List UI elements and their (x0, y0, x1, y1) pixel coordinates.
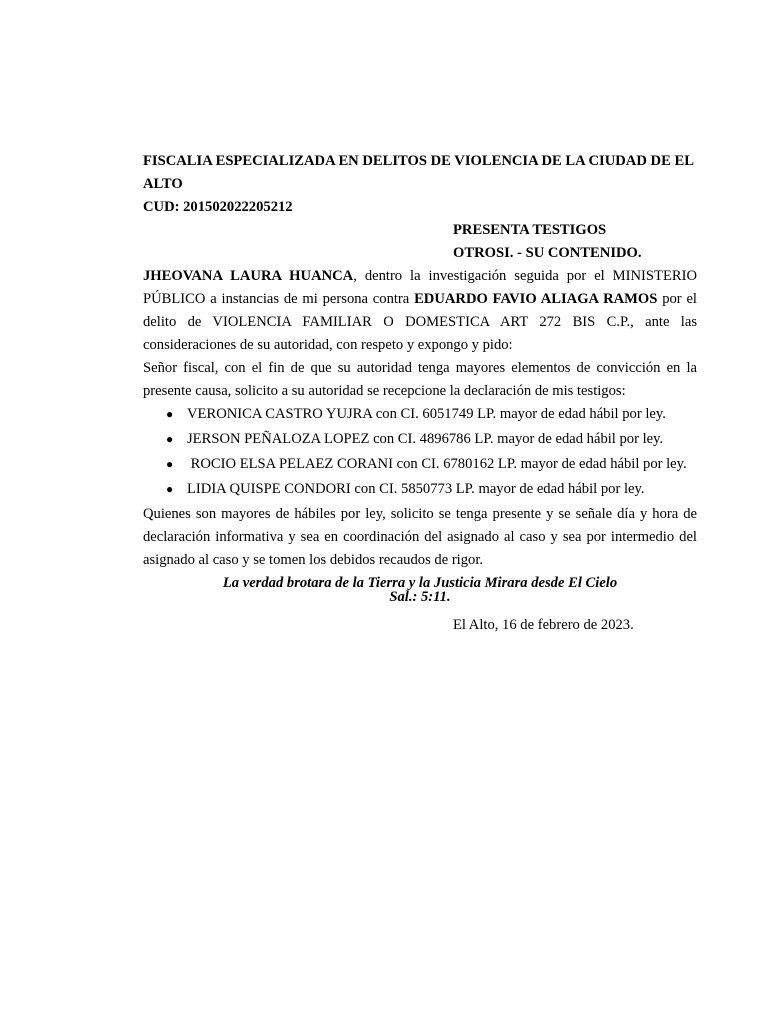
subject-block (453, 219, 697, 265)
bullet-icon: ● (166, 457, 174, 471)
quote-block (143, 576, 697, 604)
subject-line-2: OTROSI. - SU CONTENIDO. (453, 245, 642, 261)
complainant-name: JHEOVANA LAURA HUANCA (143, 268, 354, 284)
list-item (143, 428, 697, 451)
quote-line-1: La verdad brotara de la Tierra y la Justicia Mirara desde El Cielo (222, 575, 618, 591)
request-paragraph: Señor fiscal, con el fin de que su autoridad tenga mayores elementos de convicción en la presente causa, solicito a su autoridad se recepcione la declaración de mis testigos: (143, 360, 697, 399)
place-date: El Alto, 16 de febrero de 2023. (453, 617, 634, 633)
list-item (143, 453, 697, 476)
witness-text: ROCIO ELSA PELAEZ CORANI con CI. 6780162 LP. mayor de edad hábil por ley. (187, 456, 687, 472)
bullet-icon: ● (166, 432, 174, 446)
witness-text: VERONICA CASTRO YUJRA con CI. 6051749 LP. mayor de edad hábil por ley. (187, 406, 666, 422)
subject-line-1: PRESENTA TESTIGOS (453, 222, 607, 238)
bullet-icon: ● (166, 482, 174, 496)
accused-name: EDUARDO FAVIO ALIAGA RAMOS (414, 291, 658, 307)
closing-paragraph: Quienes son mayores de hábiles por ley, solicito se tenga presente y se señale día y hora de declaración informativa y sea en coordinación del asignado al caso y sea por intermedio del asignado al caso y se tomen los debidos recaudos de rigor. (143, 506, 697, 568)
intro-paragraph (143, 265, 697, 357)
prosecutor-office-heading: FISCALIA ESPECIALIZADA EN DELITOS DE VIOLENCIA DE LA CIUDAD DE EL ALTO (143, 153, 694, 192)
list-item (143, 478, 697, 501)
bullet-icon: ● (166, 407, 174, 421)
intro-text-1: , dentro la investigación seguida por el MINISTERIO PÚBLICO a instancias de mi persona contra (143, 268, 697, 307)
document-page (143, 150, 697, 637)
witness-text: LIDIA QUISPE CONDORI con CI. 5850773 LP. mayor de edad hábil por ley. (187, 481, 645, 497)
witness-text: JERSON PEÑALOZA LOPEZ con CI. 4896786 LP. mayor de edad hábil por ley. (187, 431, 664, 447)
witness-list (143, 403, 697, 501)
list-item (143, 403, 697, 426)
intro-text-2: por el delito de VIOLENCIA FAMILIAR O DOMESTICA ART 272 BIS C.P., ante las consideraciones de su autoridad, con respeto y expongo y pido: (143, 291, 697, 353)
case-code: CUD: 201502022205212 (143, 199, 293, 215)
quote-line-2: Sal.: 5:11. (389, 589, 451, 605)
